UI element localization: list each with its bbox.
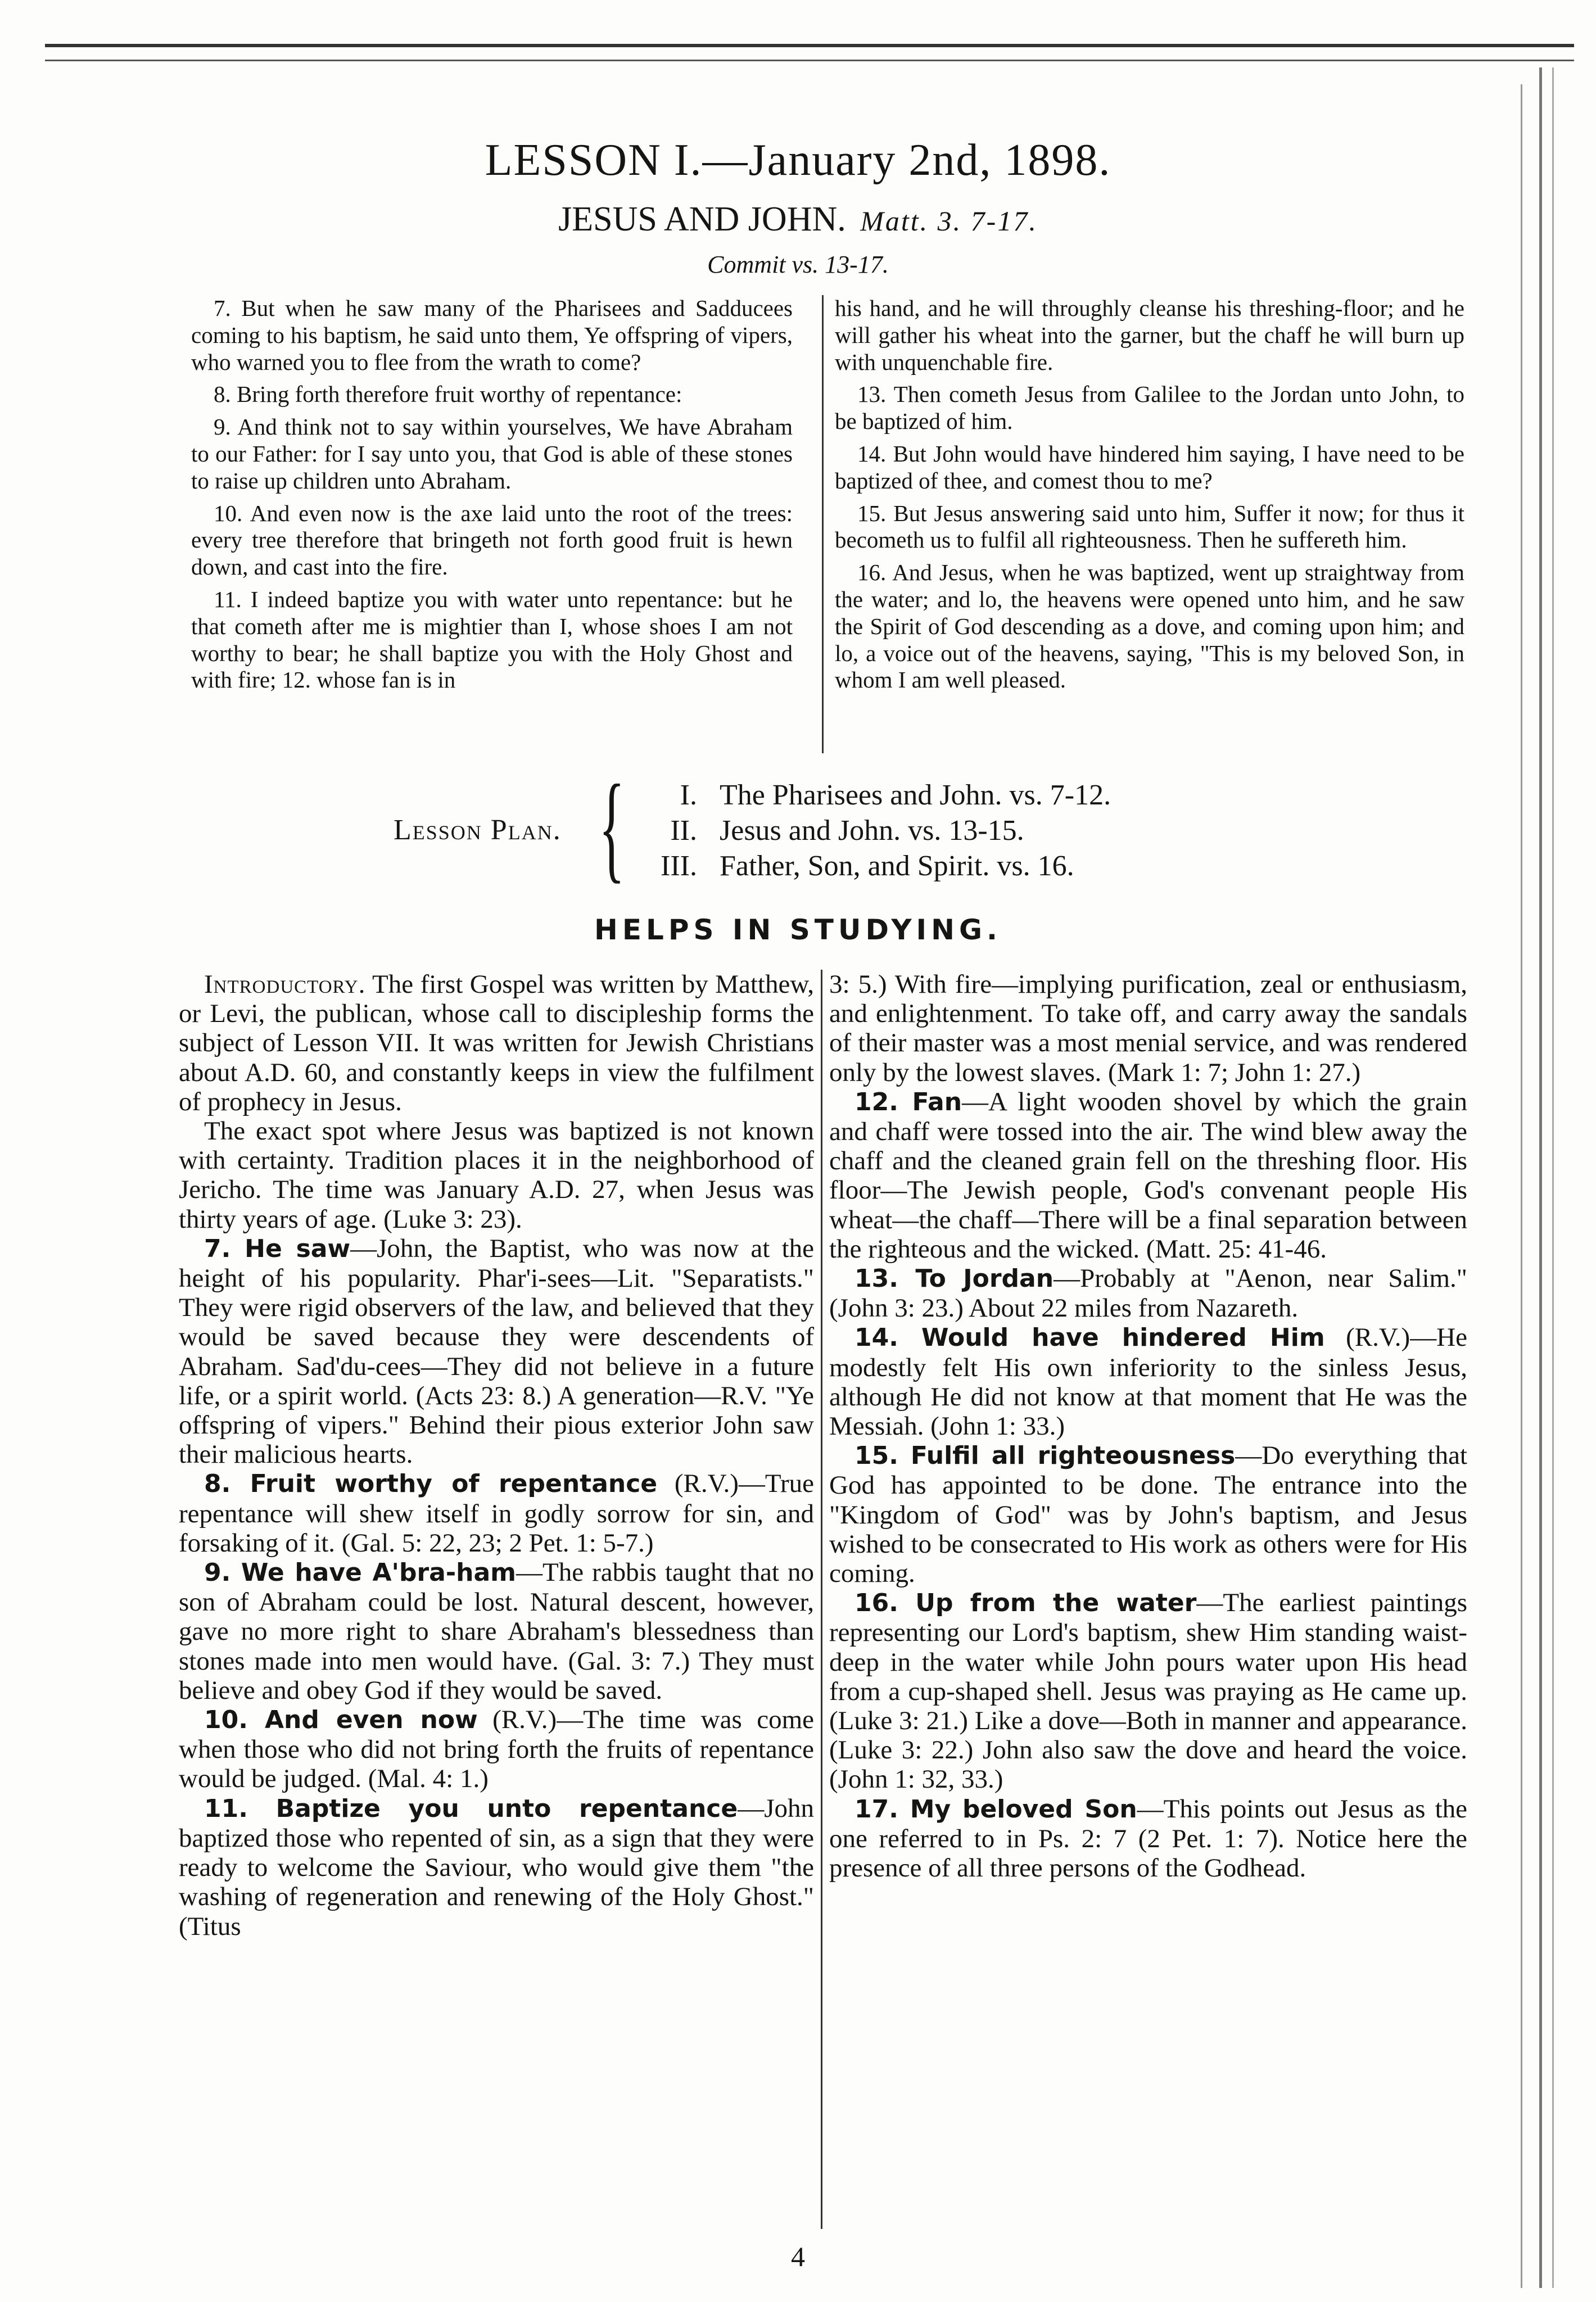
helps-paragraph xyxy=(179,1469,814,1558)
helps-keyword: 7. He saw xyxy=(204,1234,351,1263)
page-number: 4 xyxy=(791,2241,805,2272)
helps-keyword: 16. Up from the water xyxy=(854,1589,1197,1618)
helps-text: —The earliest paintings representing our Lord's baptism, shew Him standing waist-deep in the water while John pours water upon His head from a cup-shaped shell. Jesus was praying as He came up. (Luke 3: 21.) Like a dove—Both in manner and appearance. (Luke 3: 22.) John also saw the dove and heard the voice. (John 1: 32, 33.) xyxy=(829,1588,1467,1794)
helps-keyword: Introductory. xyxy=(204,970,366,999)
binding-edge xyxy=(1539,67,1554,2288)
column-divider xyxy=(821,970,822,2229)
top-rule xyxy=(45,44,1574,61)
helps-paragraph xyxy=(179,1234,814,1469)
scripture-verse: 13. Then cometh Jesus from Galilee to the Jordan unto John, to be baptized of him. xyxy=(835,381,1464,435)
scripture-verse: 11. I indeed baptize you with water unto repentance: but he that cometh after me is mightier than I, whose shoes I am not worthy to bear; he shall baptize you with the Holy Ghost and with fire; 12. whose fan is in xyxy=(191,586,793,693)
helps-paragraph xyxy=(829,1794,1467,1883)
lesson-plan-text: Father, Son, and Spirit. vs. 16. xyxy=(720,850,1074,882)
helps-text: —The rabbis taught that no son of Abraham could be lost. Natural descent, however, gave no more right to share Abraham's blessedness than stones made into men would have. (Gal. 3: 7.) They must believe and obey God if they would be saved. xyxy=(179,1558,814,1705)
helps-keyword: 13. To Jordan xyxy=(854,1264,1054,1294)
scripture-verse: 16. And Jesus, when he was baptized, went up straightway from the water; and lo, the heavens were opened unto him, and he saw the Spirit of God descending as a dove, and coming upon him; and lo, a voice out of the heavens, saying, "This is my beloved Son, in whom I am well pleased. xyxy=(835,559,1464,693)
helps-text: —Do everything that God has appointed to be done. The entrance into the "Kingdom of God" was by John's baptism, and Jesus wished to be consecrated to His work as others were for His coming. xyxy=(829,1441,1467,1589)
helps-right-column xyxy=(829,970,1467,1883)
scripture-verse: 10. And even now is the axe laid unto the root of the trees: every tree therefore that bringeth not forth good fruit is hewn down, and cast into the fire. xyxy=(191,500,793,580)
binding-edge-inner xyxy=(1521,84,1527,2288)
lesson-plan-item xyxy=(630,849,1111,885)
helps-paragraph xyxy=(829,1441,1467,1588)
helps-text: The first Gospel was written by Matthew, or Levi, the publican, whose call to discipleship forms the subject of Lesson VII. It was written for Jewish Christians about A.D. 60, and constantly keeps in view the fulfilment of prophecy in Jesus. xyxy=(179,970,814,1116)
helps-paragraph xyxy=(829,970,1467,1087)
helps-text: —This points out Jesus as the one referred to in Ps. 2: 7 (2 Pet. 1: 7). Notice here the presence of all three persons of the Godhead. xyxy=(829,1794,1468,1883)
scripture-verse: 8. Bring forth therefore fruit worthy of repentance: xyxy=(214,381,682,408)
helps-paragraph xyxy=(829,1087,1467,1264)
helps-text: 3: 5.) With fire—implying purification, zeal or enthusiasm, and enlightenment. To take off, and carry away the sandals of their master was a most menial service, and was rendered only by the lowest slaves. (Mark 1: 7; John 1: 27.) xyxy=(829,970,1467,1087)
helps-paragraph xyxy=(829,1588,1467,1794)
brace-icon: { xyxy=(599,759,625,894)
lesson-subject-text: JESUS AND JOHN. xyxy=(558,200,846,238)
helps-keyword: 11. Baptize you unto repentance xyxy=(204,1794,738,1823)
lesson-plan-item xyxy=(630,814,1111,849)
scripture-right-column xyxy=(835,295,1464,699)
lesson-subject xyxy=(0,200,1596,239)
helps-keyword: 17. My beloved Son xyxy=(854,1794,1137,1824)
helps-paragraph xyxy=(179,970,814,1116)
helps-text: The exact spot where Jesus was baptized is not known with certainty. Tradition places it in the neighborhood of Jericho. The time was January A.D. 27, when Jesus was thirty years of age. (Luke 3: 23). xyxy=(179,1116,814,1234)
helps-paragraph xyxy=(179,1705,814,1794)
helps-keyword: 10. And even now xyxy=(204,1706,478,1735)
lesson-plan-num: I. xyxy=(680,779,697,811)
helps-keyword: 12. Fan xyxy=(854,1087,962,1116)
helps-text: —John, the Baptist, who was now at the height of his popularity. Phar'i-sees—Lit. "Separatists." They were rigid observers of the law, and believed that they would be saved because they were descendents of Abraham. Sad'du-cees—They did not believe in a future life, or a spirit world. (Acts 23: 8.) A generation—R.V. "Ye offspring of vipers." Behind their pious exterior John saw their malicious hearts. xyxy=(179,1233,814,1469)
lesson-plan-num: II. xyxy=(670,815,697,847)
scripture-left-column xyxy=(191,295,793,699)
lesson-plan-items xyxy=(630,779,1111,885)
helps-paragraph xyxy=(179,1794,814,1941)
commit-verses: Commit vs. 13-17. xyxy=(707,251,889,278)
helps-text: (R.V.)—True repentance will shew itself in godly sorrow for sin, and forsaking of it. (Gal. 5: 22, 23; 2 Pet. 1: 5-7.) xyxy=(179,1469,814,1558)
scripture-verse: his hand, and he will throughly cleanse his threshing-floor; and he will gather his wheat into the garner, but the chaff he will burn up with unquenchable fire. xyxy=(835,295,1464,375)
helps-text: (R.V.)—He modestly felt His own inferiority to the sinless Jesus, although He did not know at that moment that He was the Messiah. (John 1: 33.) xyxy=(829,1323,1467,1441)
helps-text: —A light wooden shovel by which the grain and chaff were tossed into the air. The wind blew away the chaff and the cleaned grain fell on the threshing floor. His floor—The Jewish people, God's convenant people His wheat—the chaff—There will be a final separation between the righteous and the wicked. (Matt. 25: 41-46. xyxy=(829,1087,1467,1264)
lesson-plan-label: Lesson Plan. xyxy=(394,814,562,846)
lesson-plan-text: Jesus and John. vs. 13-15. xyxy=(720,815,1024,847)
helps-keyword: 8. Fruit worthy of repentance xyxy=(204,1469,658,1499)
helps-keyword: 15. Fulfil all righteousness xyxy=(854,1441,1236,1471)
scripture-verse: 14. But John would have hindered him saying, I have need to be baptized of thee, and comest thou to me? xyxy=(835,440,1464,494)
helps-keyword: 14. Would have hindered Him xyxy=(854,1323,1325,1353)
lesson-plan-num: III. xyxy=(661,850,697,882)
scripture-verse: 7. But when he saw many of the Pharisees and Sadducees coming to his baptism, he said unto them, Ye offspring of vipers, who warned you to flee from the wrath to come? xyxy=(191,295,793,375)
lesson-plan-text: The Pharisees and John. vs. 7-12. xyxy=(720,779,1111,811)
helps-paragraph xyxy=(179,1116,814,1234)
helps-left-column xyxy=(179,970,814,1941)
helps-paragraph xyxy=(829,1323,1467,1441)
column-divider xyxy=(822,295,824,753)
helps-keyword: 9. We have A'bra-ham xyxy=(204,1558,516,1588)
lesson-plan-item xyxy=(630,779,1111,814)
scripture-verse: 9. And think not to say within yourselves, We have Abraham to our Father: for I say unto you, that God is able of these stones to raise up children unto Abraham. xyxy=(191,414,793,494)
lesson-plan xyxy=(394,759,1349,894)
lesson-title: LESSON I.—January 2nd, 1898. xyxy=(485,135,1111,185)
helps-paragraph xyxy=(179,1558,814,1705)
helps-paragraph xyxy=(829,1264,1467,1323)
scripture-verse: 15. But Jesus answering said unto him, Suffer it now; for thus it becometh us to fulfil all righteousness. Then he suffereth him. xyxy=(835,500,1464,553)
helps-text: —Probably at "Aenon, near Salim." (John 3: 23.) About 22 miles from Nazareth. xyxy=(829,1264,1467,1323)
scripture-reference: Matt. 3. 7-17. xyxy=(860,205,1038,237)
helps-text: —John baptized those who repented of sin, as a sign that they were ready to welcome the Saviour, who would give them "the washing of regeneration and renewing of the Holy Ghost." (Titus xyxy=(179,1793,814,1941)
helps-title: HELPS IN STUDYING. xyxy=(594,913,1002,946)
helps-text: (R.V.)—The time was come when those who did not bring forth the fruits of repentance would be judged. (Mal. 4: 1.) xyxy=(179,1705,814,1794)
